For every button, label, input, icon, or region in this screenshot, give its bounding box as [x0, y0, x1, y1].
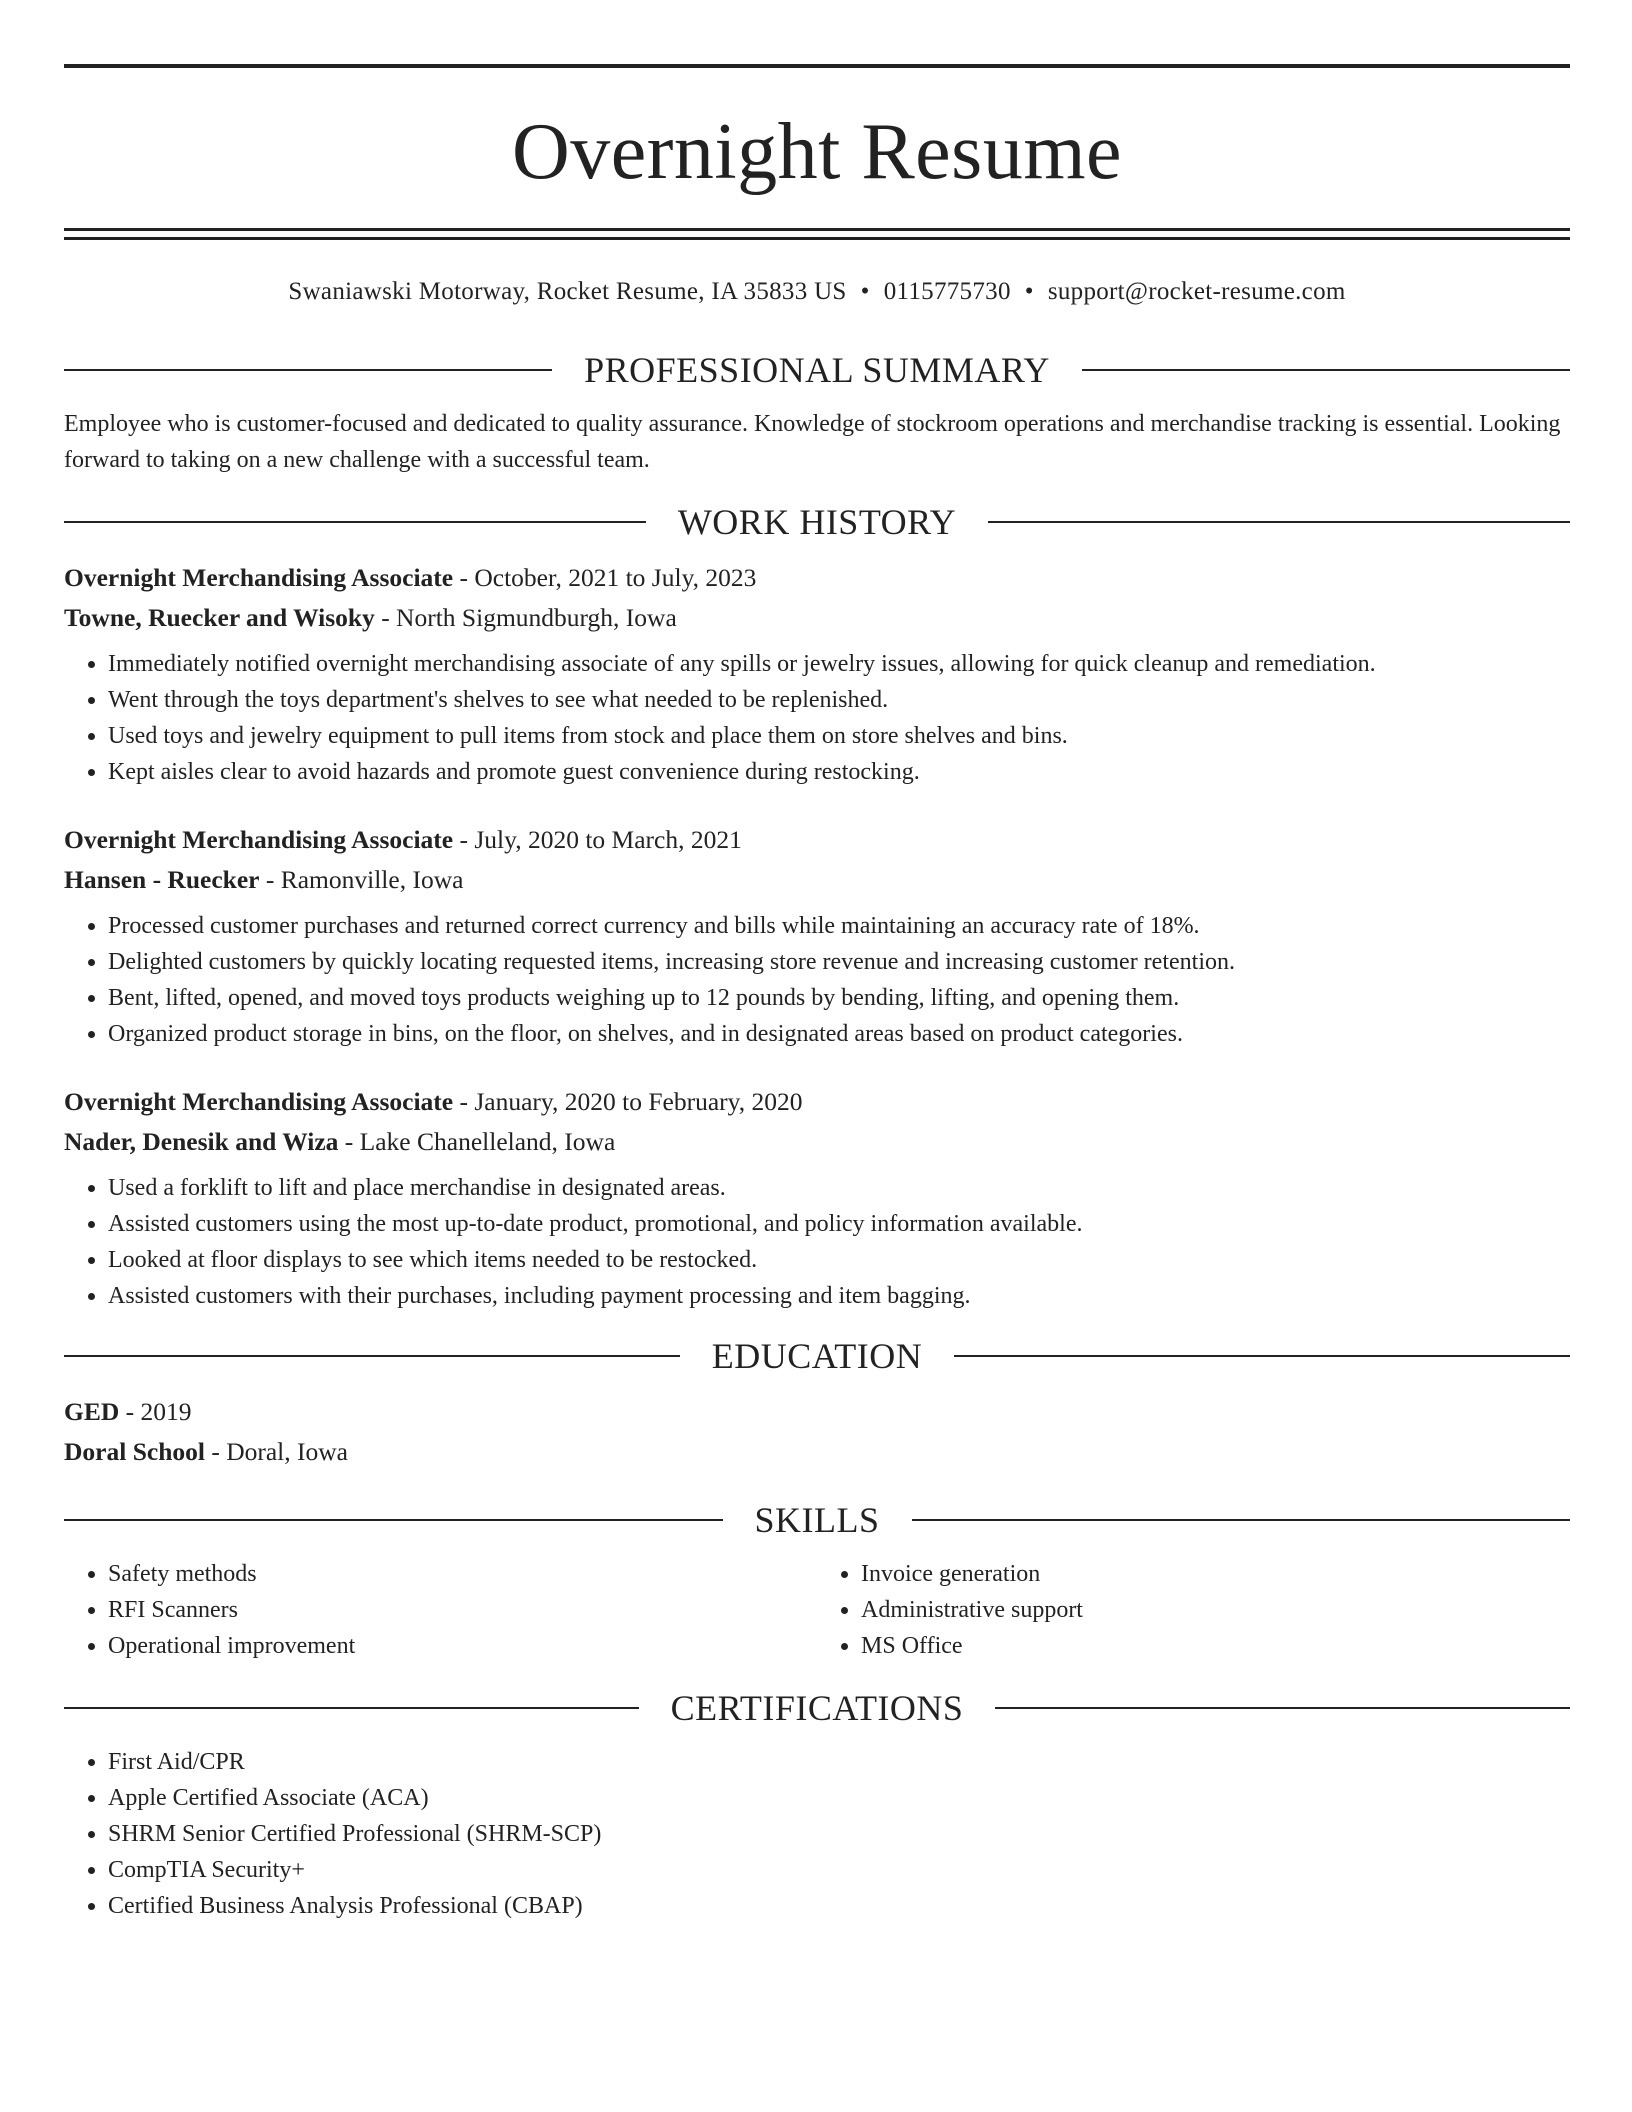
- contact-line: [64, 276, 1570, 308]
- job-bullet: • Organized product storage in bins, on the floor, on shelves, and in designated areas based on product categories.: [108, 1016, 1570, 1052]
- job-role: Overnight Merchandising Associate: [64, 1087, 454, 1116]
- certification-item: • Apple Certified Associate (ACA): [108, 1780, 1570, 1816]
- section-heading-education: [64, 1334, 1570, 1378]
- top-rule: [64, 64, 1570, 68]
- education-school-line: [64, 1432, 1570, 1472]
- job-bullet: • Bent, lifted, opened, and moved toys products weighing up to 12 pounds by bending, lifting, and opening them.: [108, 980, 1570, 1016]
- job-bullets: [64, 646, 1570, 790]
- education-degree-line: [64, 1392, 1570, 1432]
- section-title: SKILLS: [754, 1500, 880, 1540]
- job-company-line: [64, 860, 1570, 900]
- certification-item: • SHRM Senior Certified Professional (SHRM-SCP): [108, 1816, 1570, 1852]
- job-bullet: • Processed customer purchases and returned correct currency and bills while maintaining an accuracy rate of 18%.: [108, 908, 1570, 944]
- contact-separator: •: [1024, 278, 1034, 305]
- summary-text: Employee who is customer-focused and dedicated to quality assurance. Knowledge of stockroom operations and merchandise tracking is essential. Looking forward to taking on a new challenge with a successful team.: [64, 411, 1561, 473]
- job-bullet: • Immediately notified overnight merchandising associate of any spills or jewelry issues, allowing for quick cleanup and remediation.: [108, 646, 1570, 682]
- certification-item: • Certified Business Analysis Professional (CBAP): [108, 1888, 1570, 1924]
- heading-rule: [912, 1519, 1571, 1521]
- job-title-line: [64, 558, 1570, 598]
- job-bullet: • Assisted customers with their purchases, including payment processing and item bagging.: [108, 1278, 1570, 1314]
- contact-separator: •: [860, 278, 870, 305]
- job-dates: - July, 2020 to March, 2021: [453, 825, 742, 854]
- heading-rule: [64, 369, 552, 371]
- job-entry: [64, 558, 1570, 790]
- job-bullet: • Went through the toys department's shelves to see what needed to be replenished.: [108, 682, 1570, 718]
- education-degree: GED: [64, 1397, 120, 1426]
- skill-item: • RFI Scanners: [108, 1592, 817, 1628]
- skill-item: • Invoice generation: [861, 1556, 1570, 1592]
- job-company: Towne, Ruecker and Wisoky: [64, 603, 375, 632]
- heading-rule: [1082, 369, 1570, 371]
- job-location: - North Sigmundburgh, Iowa: [374, 603, 677, 632]
- job-bullet: • Used a forklift to lift and place merchandise in designated areas.: [108, 1170, 1570, 1206]
- job-entry: [64, 820, 1570, 1052]
- job-bullets: [64, 908, 1570, 1052]
- section-title: EDUCATION: [711, 1336, 923, 1376]
- heading-rule: [64, 1519, 723, 1521]
- job-company: Hansen - Ruecker: [64, 865, 260, 894]
- job-role: Overnight Merchandising Associate: [64, 825, 454, 854]
- section-heading-skills: [64, 1498, 1570, 1542]
- heading-rule: [64, 1707, 639, 1709]
- section-heading-certifications: [64, 1686, 1570, 1730]
- certification-item: • CompTIA Security+: [108, 1852, 1570, 1888]
- job-bullet: • Used toys and jewelry equipment to pull items from stock and place them on store shelves and bins.: [108, 718, 1570, 754]
- skills-list-left: [64, 1556, 817, 1664]
- job-title-line: [64, 1082, 1570, 1122]
- section-heading-work: [64, 500, 1570, 544]
- section-title: CERTIFICATIONS: [670, 1688, 964, 1728]
- certification-item: • First Aid/CPR: [108, 1744, 1570, 1780]
- skills-columns: [64, 1556, 1570, 1664]
- certifications-list: [64, 1744, 1570, 1924]
- job-dates: - January, 2020 to February, 2020: [453, 1087, 803, 1116]
- job-bullet: • Looked at floor displays to see which items needed to be restocked.: [108, 1242, 1570, 1278]
- job-bullets: [64, 1170, 1570, 1314]
- job-location: - Lake Chanelleland, Iowa: [338, 1127, 616, 1156]
- job-company-line: [64, 1122, 1570, 1162]
- resume-name: Overnight Resume: [511, 108, 1123, 196]
- certifications-block: [64, 1744, 1570, 1924]
- contact-address: Swaniawski Motorway, Rocket Resume, IA 35833 US: [288, 278, 847, 305]
- skill-item: • Operational improvement: [108, 1628, 817, 1664]
- skills-list-right: [817, 1556, 1570, 1664]
- job-role: Overnight Merchandising Associate: [64, 563, 454, 592]
- contact-phone: 0115775730: [883, 278, 1011, 305]
- job-title-line: [64, 820, 1570, 860]
- education-location: - Doral, Iowa: [204, 1437, 348, 1466]
- heading-rule: [64, 1355, 680, 1357]
- job-company: Nader, Denesik and Wiza: [64, 1127, 339, 1156]
- section-heading-summary: [64, 348, 1570, 392]
- section-title: WORK HISTORY: [677, 502, 957, 542]
- heading-rule: [995, 1707, 1570, 1709]
- job-bullet: • Assisted customers using the most up-to-date product, promotional, and policy information available.: [108, 1206, 1570, 1242]
- job-company-line: [64, 598, 1570, 638]
- section-title: PROFESSIONAL SUMMARY: [584, 350, 1050, 390]
- resume-page: [64, 64, 1570, 1924]
- education-year: - 2019: [119, 1397, 192, 1426]
- skill-item: • MS Office: [861, 1628, 1570, 1664]
- skill-item: • Administrative support: [861, 1592, 1570, 1628]
- skill-item: • Safety methods: [108, 1556, 817, 1592]
- heading-rule: [954, 1355, 1570, 1357]
- contact-email: support@rocket-resume.com: [1047, 278, 1346, 305]
- heading-rule: [64, 521, 646, 523]
- job-dates: - October, 2021 to July, 2023: [453, 563, 757, 592]
- job-bullet: • Delighted customers by quickly locating requested items, increasing store revenue and increasing customer retention.: [108, 944, 1570, 980]
- job-bullet: • Kept aisles clear to avoid hazards and promote guest convenience during restocking.: [108, 754, 1570, 790]
- double-rule: [64, 228, 1570, 240]
- job-location: - Ramonville, Iowa: [259, 865, 464, 894]
- heading-rule: [988, 521, 1570, 523]
- job-entry: [64, 1082, 1570, 1314]
- education-school: Doral School: [64, 1437, 205, 1466]
